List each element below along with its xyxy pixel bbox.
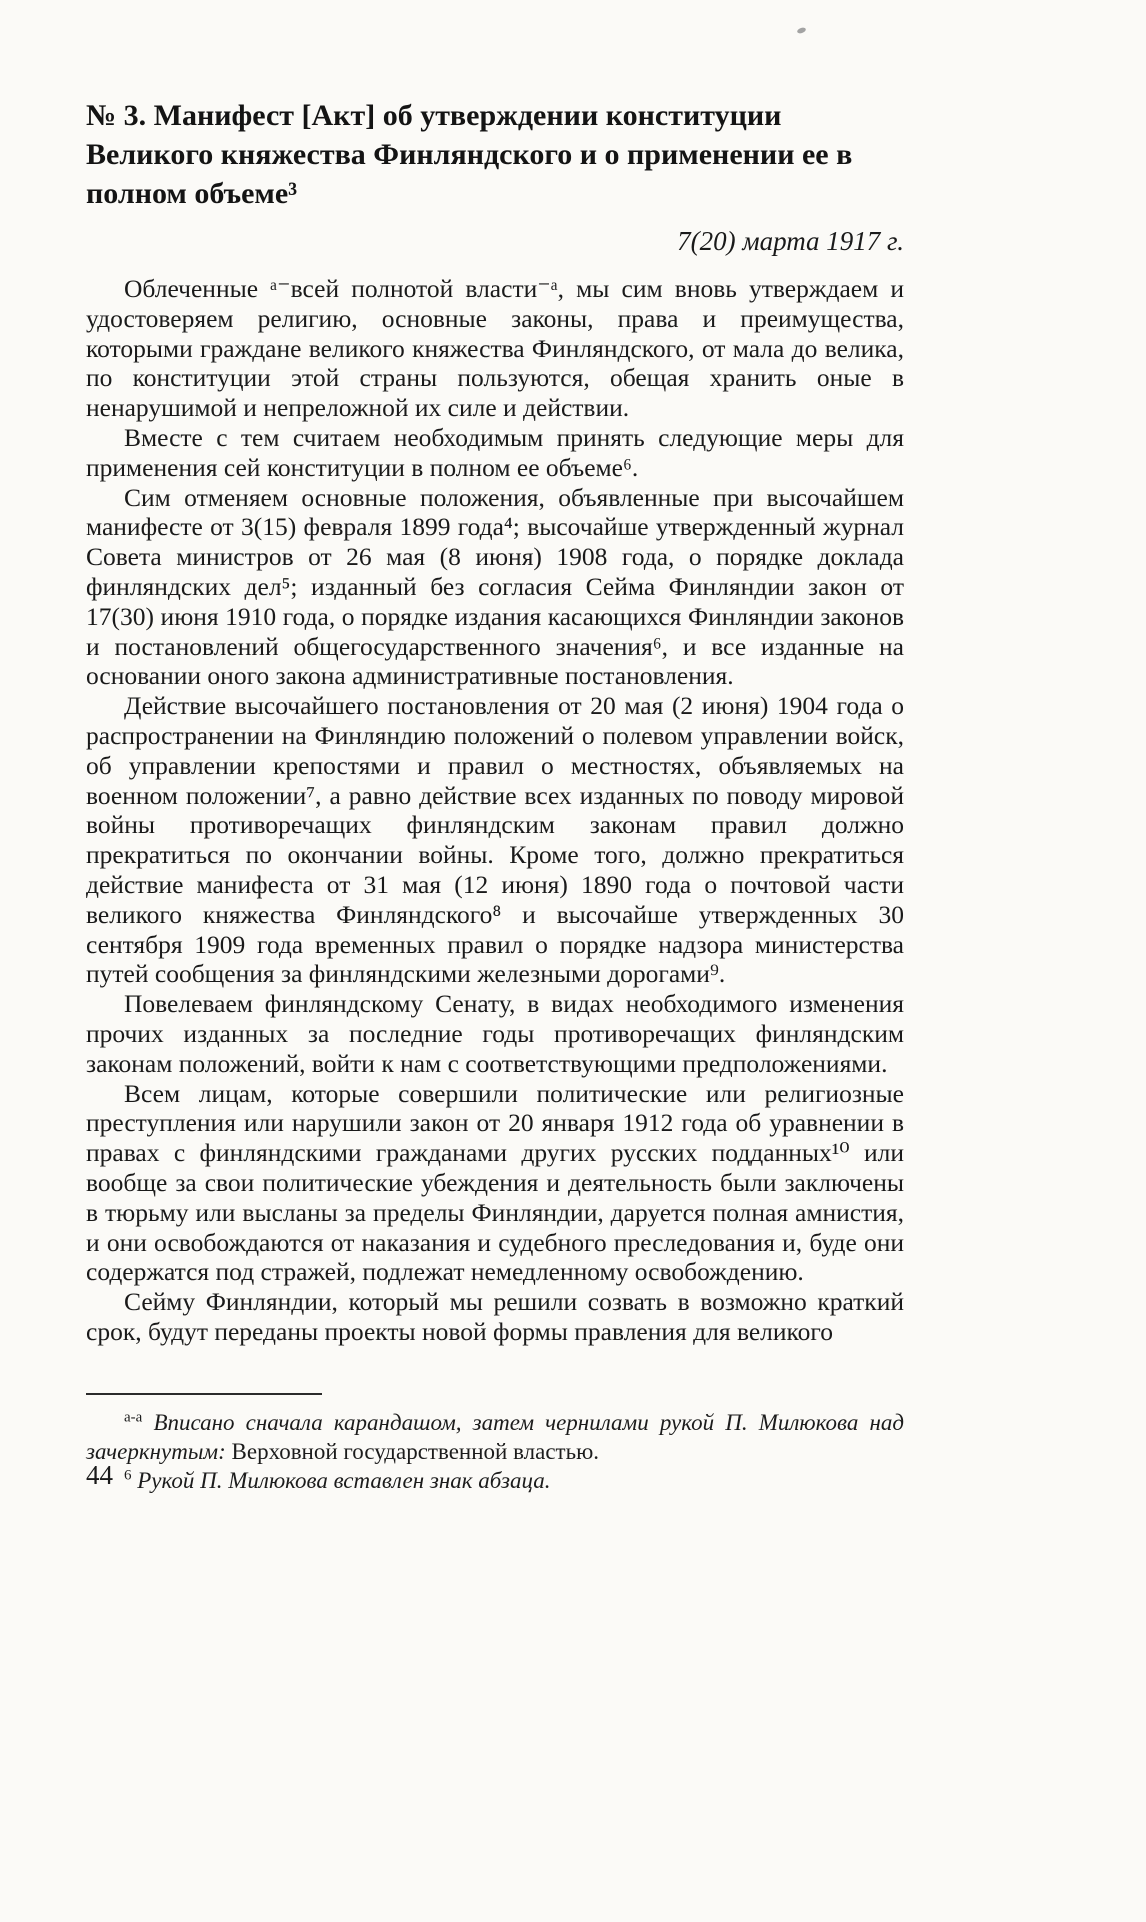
footnote-italic-text: Рукой П. Милюкова вставлен знак абзаца. (137, 1467, 551, 1493)
paragraph: Повелеваем финляндскому Сенату, в видах необходимого изменения прочих изданных за последние годы противоречащих финляндским законам положений, войти к нам с соответствующими предположениями. (86, 989, 904, 1078)
footnote-marker: 6 (124, 1467, 132, 1484)
document-title: № 3. Манифест [Акт] об утверждении конституции Великого княжества Финляндского и о применении ее в полном объеме³ (86, 99, 853, 210)
paragraph: Облеченные ᵃ⁻всей полнотой власти⁻ᵃ, мы сим вновь утверждаем и удостоверяем религию, основные законы, права и преимущества, которыми граждане великого княжества Финляндского, от мала до велика, по конституции этой страны пользуются, обещая хранить оные в ненарушимой и непреложной их силе и действии. (86, 274, 904, 423)
footnote (86, 1466, 904, 1495)
footnote-italic-text: Вписано сначала карандашом, затем чернилами рукой П. Милюкова над зачеркнутым: (86, 1409, 904, 1464)
document-date: 7(20) марта 1917 г. (677, 226, 904, 256)
page-number: 44 (86, 1460, 113, 1490)
paragraph: Вместе с тем считаем необходимым принять следующие меры для применения сей конституции в полном ее объеме⁶. (86, 422, 904, 482)
scan-artifact-mark (796, 27, 806, 35)
footnote-marker: а-а (124, 1409, 143, 1426)
paragraph: Действие высочайшего постановления от 20 мая (2 июня) 1904 года о распространении на Финляндию положений о полевом управлении войск, об управлении крепостями и правил о местностях, объявляемых на военном положении⁷, а равно действие всех изданных по поводу мировой войны противоречащих финляндским законам правил должно прекратиться по окончании войны. Кроме того, должно прекратиться действие манифеста от 31 мая (12 июня) 1890 года о почтовой части великого княжества Финляндского⁸ и высочайше утвержденных 30 сентября 1909 года временных правил о порядке надзора министерства путей сообщения за финляндскими железными дорогами⁹. (86, 691, 904, 989)
footnote-separator (86, 1393, 322, 1395)
page-content (86, 96, 904, 1495)
paragraph: Сейму Финляндии, который мы решили созвать в возможно краткий срок, будут переданы проекты новой формы правления для великого (86, 1287, 904, 1346)
footnote-regular-text: Верховной государственной властью. (225, 1438, 600, 1464)
paragraph: Сим отменяем основные положения, объявленные при высочайшем манифесте от 3(15) февраля 1899 года⁴; высочайше утвержденный журнал Совета министров от 26 мая (8 июня) 1908 года, о порядке доклада финляндских дел⁵; изданный без согласия Сейма Финляндии закон от 17(30) июня 1910 года, о порядке издания касающихся Финляндии законов и постановлений общегосударственного значения⁶, и все изданные на основании оного закона административные постановления. (86, 482, 904, 691)
document-body (86, 274, 904, 1347)
footnote (86, 1408, 904, 1466)
paragraph: Всем лицам, которые совершили политические или религиозные преступления или нарушили закон от 20 января 1912 года об уравнении в правах с финляндскими гражданами других русских подданных¹⁰ или вообще за свои политические убеждения и деятельность были заключены в тюрьму или высланы за пределы Финляндии, даруется полная амнистия, и они освобождаются от наказания и судебного преследования и, буде они содержатся под стражей, подлежат немедленному освобождению. (86, 1078, 904, 1287)
footnotes-block (86, 1408, 904, 1495)
